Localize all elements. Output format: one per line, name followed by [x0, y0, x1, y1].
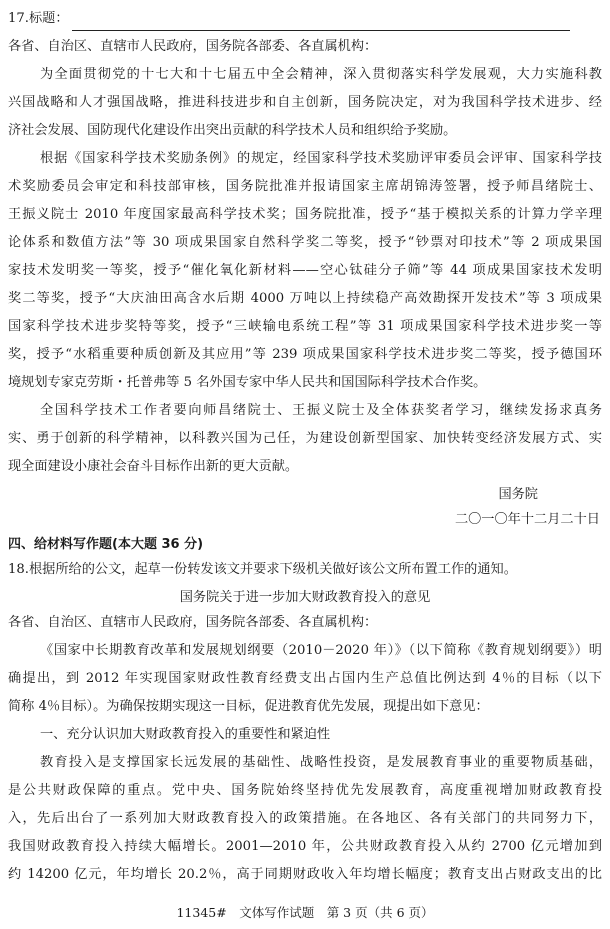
- doc2-p2-line3: 入，先后出台了一系列加大财政教育投入的政策措施。在各地区、各有关部门的共同努力下，: [8, 811, 602, 826]
- doc1-date: 二〇一〇年十二月二十日: [454, 512, 600, 527]
- doc2-p2-line1: 教育投入是支撑国家长远发展的基础性、战略性投资，是发展教育事业的重要物质基础，: [40, 755, 602, 770]
- doc1-p2-line7: 国家科学技术进步奖特等奖，授予“三峡输电系统工程”等 31 项成果国家科学技术进步奖一等: [8, 319, 602, 334]
- doc2-addressee: 各省、自治区、直辖市人民政府，国务院各部委、各直属机构：: [8, 615, 378, 630]
- doc2-p2-line2: 是公共财政保障的重点。党中央、国务院始终坚持优先发展教育，高度重视增加财政教育投: [8, 783, 602, 798]
- doc1-p1-line1: 为全面贯彻党的十七大和十七届五中全会精神，深入贯彻落实科学发展观，大力实施科教: [40, 67, 602, 82]
- doc1-p2-line2: 术奖励委员会审定和科技部审核，国务院批准并报请国家主席胡锦涛签署，授予师昌绪院士、: [8, 179, 602, 194]
- question-17-label: 17.标题：: [8, 11, 69, 26]
- title-answer-line: [72, 30, 570, 31]
- doc1-signature: 国务院: [498, 487, 538, 502]
- doc1-p2-line8: 奖，授予“水稻重要种质创新及其应用”等 239 项成果国家科学技术进步奖二等奖，授予德国环: [8, 347, 602, 362]
- doc1-p1-line3: 济社会发展、国防现代化建设作出突出贡献的科学技术人员和组织给予奖励。: [8, 123, 457, 138]
- doc1-p2-line5: 家技术发明奖一等奖，授予“催化氧化新材料——空心钛硅分子筛”等 44 项成果国家技术发明: [8, 263, 602, 278]
- doc2-heading-1: 一、充分认识加大财政教育投入的重要性和紧迫性: [40, 727, 331, 742]
- doc2-p1-line3: 简称 4％目标）。为确保按期实现这一目标，促进教育优先发展，现提出如下意见：: [8, 699, 489, 714]
- doc1-p2-line9: 境规划专家克劳斯・托普弗等 5 名外国专家中华人民共和国国际科学技术合作奖。: [8, 375, 487, 390]
- page-footer: 11345# 文体写作试题 第 3 页（共 6 页）: [176, 905, 434, 920]
- doc1-p1-line2: 兴国战略和人才强国战略，推进科技进步和自主创新，国务院决定，对为我国科学技术进步、经: [8, 95, 602, 110]
- doc1-addressee: 各省、自治区、直辖市人民政府，国务院各部委、各直属机构：: [8, 39, 378, 54]
- doc2-p2-line4: 我国财政教育投入持续大幅增长。2001—2010 年，公共财政教育投入从约 2700 亿元增加到: [8, 839, 602, 854]
- doc2-p1-line1: 《国家中长期教育改革和发展规划纲要（2010－2020 年）》（以下简称《教育规划纲要》）明: [40, 643, 602, 658]
- question-18-prompt: 18.根据所给的公文，起草一份转发该文并要求下级机关做好该公文所布置工作的通知。: [8, 562, 517, 577]
- doc1-p3-line3: 现全面建设小康社会奋斗目标作出新的更大贡献。: [8, 459, 299, 474]
- doc1-p2-line6: 奖二等奖，授予“大庆油田高含水后期 4000 万吨以上持续稳产高效勘探开发技术”等 3 项成果: [8, 291, 602, 306]
- doc2-title: 国务院关于进一步加大财政教育投入的意见: [179, 590, 431, 605]
- doc1-p2-line3: 王振义院士 2010 年度国家最高科学技术奖；国务院批准，授予“基于模拟关系的计算力学辛理: [8, 207, 602, 222]
- doc1-p3-line2: 实、勇于创新的科学精神，以科教兴国为己任，为建设创新型国家、加快转变经济发展方式、实: [8, 431, 602, 446]
- doc2-p1-line2: 确提出，到 2012 年实现国家财政性教育经费支出占国内生产总值比例达到 4％的目标（以下: [8, 671, 602, 686]
- doc1-p3-line1: 全国科学技术工作者要向师昌绪院士、王振义院士及全体获奖者学习，继续发扬求真务: [40, 403, 602, 418]
- section-four-heading: 四、给材料写作题(本大题 36 分): [8, 537, 204, 552]
- doc1-p2-line4: 论体系和数值方法”等 30 项成果国家自然科学奖二等奖，授予“钞票对印技术”等 2 项成果国: [8, 235, 602, 250]
- doc1-p2-line1: 根据《国家科学技术奖励条例》的规定，经国家科学技术奖励评审委员会评审、国家科学技: [40, 151, 602, 166]
- doc2-p2-line5: 约 14200 亿元，年均增长 20.2％，高于同期财政收入年均增长幅度；教育支出占财政支出的比: [8, 867, 602, 882]
